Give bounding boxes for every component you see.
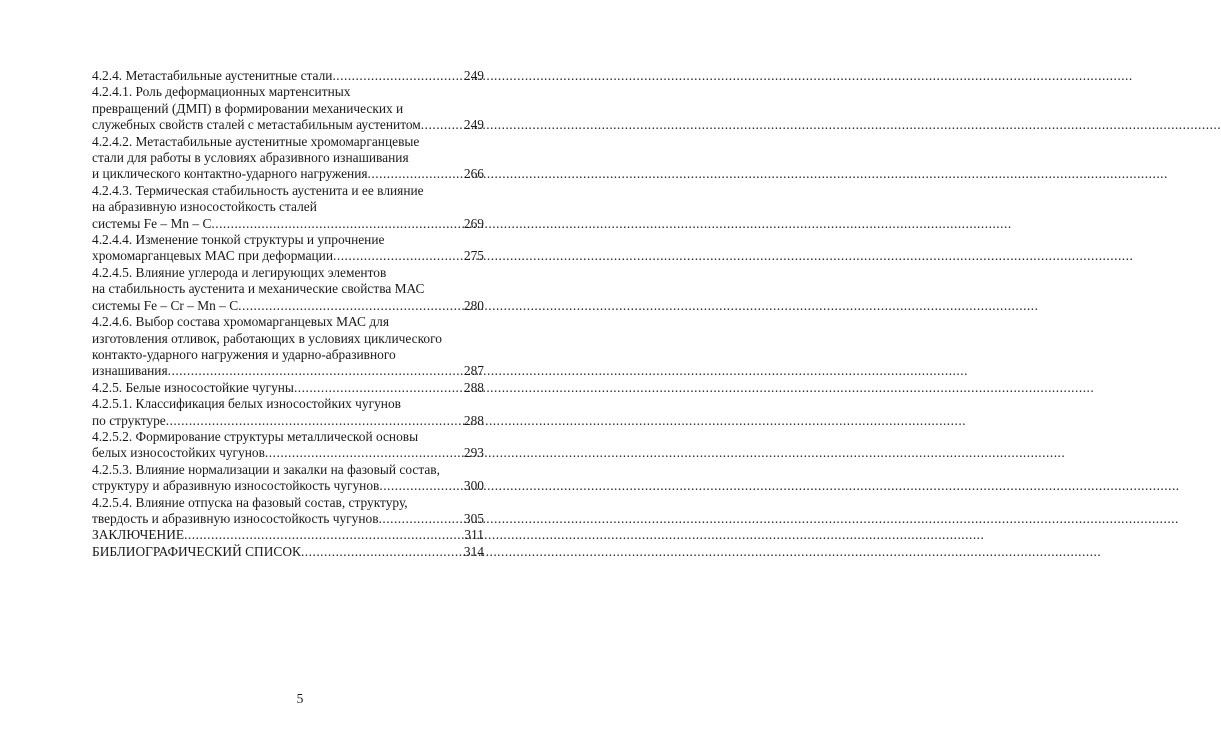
toc-entry-title: 4.2.4. Метастабильные аустенитные стали: [92, 68, 333, 83]
toc-entry-title: белых износостойких чугунов: [92, 445, 265, 461]
toc-entry-title: системы Fe – Mn – C: [92, 215, 212, 231]
toc-page-number: 280: [463, 297, 484, 313]
table-of-contents: [92, 68, 484, 560]
toc-entry-line: 4.2.5.4. Влияние отпуска на фазовый состав, структуру,: [92, 494, 408, 510]
toc-entry-row: [92, 216, 484, 232]
toc-entry: [92, 68, 484, 84]
toc-page-number: 287: [463, 363, 484, 379]
toc-entry-line: на абразивную износостойкость сталей: [92, 199, 317, 215]
toc-entry-title: хромомарганцевых МАС при деформации: [92, 248, 334, 264]
toc-entry-title: структуру и абразивную износостойкость чугунов: [92, 478, 380, 494]
toc-entry: [92, 314, 484, 380]
toc-entry-row: [92, 166, 484, 182]
toc-entry-title: системы Fe – Cr – Mn – C: [92, 297, 239, 313]
toc-dot-leader: [238, 298, 463, 314]
toc-entry: [92, 396, 484, 429]
toc-entry-line: 4.2.4.5. Влияние углерода и легирующих элементов: [92, 264, 387, 280]
toc-dot-leader: [379, 511, 463, 527]
toc-page-number: 305: [463, 510, 484, 526]
toc-entry-title: служебных свойств сталей с метастабильным аустенитом: [92, 117, 421, 133]
toc-entry-line: стали для работы в условиях абразивного изнашивания: [92, 150, 409, 166]
toc-entry-title: изнашивания: [92, 363, 168, 379]
toc-entry-line: 4.2.5.2. Формирование структуры металлической основы: [92, 428, 419, 444]
toc-entry-line: 4.2.4.1. Роль деформационных мартенситных: [92, 84, 351, 100]
toc-entry: [92, 265, 484, 314]
toc-entry-line: 4.2.4.4. Изменение тонкой структуры и упрочнение: [92, 232, 385, 248]
toc-entry: [92, 134, 484, 183]
toc-entry-title: по структуре: [92, 412, 166, 428]
toc-page-number: 249: [463, 68, 484, 83]
toc-page-number: 249: [463, 117, 484, 133]
toc-dot-leader: [294, 380, 463, 396]
toc-entry: [92, 544, 484, 560]
toc-entry-line: на стабильность аустенита и механические свойства МАС: [92, 281, 425, 297]
toc-entry-row: [92, 117, 484, 133]
toc-entry-title: твердость и абразивную износостойкость чугунов: [92, 510, 379, 526]
toc-entry: [92, 232, 484, 265]
toc-entry-title: БИБЛИОГРАФИЧЕСКИЙ СПИСОК: [92, 543, 301, 559]
toc-dot-leader: [301, 544, 463, 560]
toc-entry-line: 4.2.5.1. Классификация белых износостойких чугунов: [92, 396, 401, 412]
toc-dot-leader: [379, 478, 463, 494]
toc-dot-leader: [211, 216, 463, 232]
toc-entry-line: превращений (ДМП) в формировании механических и: [92, 100, 404, 116]
toc-page-number: 266: [463, 166, 484, 182]
toc-entry: [92, 429, 484, 462]
toc-entry-row: [92, 380, 484, 396]
toc-page-number: 275: [463, 248, 484, 264]
toc-entry: [92, 527, 484, 543]
toc-page-number: 311: [464, 527, 484, 543]
toc-dot-leader: [421, 117, 463, 133]
toc-entry: [92, 462, 484, 495]
toc-dot-leader: [265, 445, 463, 461]
toc-entry-line: 4.2.4.6. Выбор состава хромомарганцевых МАС для: [92, 314, 389, 330]
toc-entry-row: [92, 478, 484, 494]
toc-dot-leader: [166, 413, 463, 429]
toc-entry-title: и циклического контактно-ударного нагружения: [92, 166, 368, 182]
toc-dot-leader: [368, 166, 463, 182]
toc-entry-line: 4.2.5.3. Влияние нормализации и закалки на фазовый состав,: [92, 461, 440, 477]
toc-page-number: 288: [463, 379, 484, 395]
toc-page-number: 293: [463, 445, 484, 461]
toc-entry-title: 4.2.5. Белые износостойкие чугуны: [92, 379, 294, 395]
toc-entry-row: [92, 544, 484, 560]
toc-entry-title: ЗАКЛЮЧЕНИЕ: [92, 527, 185, 543]
toc-page-number: 288: [463, 412, 484, 428]
toc-dot-leader: [184, 527, 463, 543]
toc-page-number: 314: [463, 543, 484, 559]
toc-entry-row: [92, 445, 484, 461]
toc-page-number: 300: [463, 478, 484, 494]
toc-entry-row: [92, 363, 484, 379]
toc-entry-row: [92, 527, 484, 543]
toc-dot-leader: [332, 68, 462, 84]
toc-entry-row: [92, 511, 484, 527]
toc-entry: [92, 380, 484, 396]
toc-entry-line: контакто-ударного нагружения и ударно-абразивного: [92, 346, 396, 362]
toc-entry-line: изготовления отливок, работающих в условиях циклического: [92, 330, 442, 346]
toc-entry: [92, 84, 484, 133]
toc-entry-row: [92, 298, 484, 314]
toc-entry: [92, 495, 484, 528]
page-number: 5: [296, 691, 304, 706]
toc-entry-row: [92, 413, 484, 429]
toc-page-number: 269: [463, 215, 484, 231]
toc-entry-line: 4.2.4.2. Метастабильные аустенитные хромомарганцевые: [92, 133, 420, 149]
toc-entry-line: 4.2.4.3. Термическая стабильность аустенита и ее влияние: [92, 182, 424, 198]
toc-entry: [92, 183, 484, 232]
toc-entry-row: [92, 248, 484, 264]
toc-dot-leader: [333, 248, 463, 264]
toc-entry-row: [92, 68, 484, 84]
toc-dot-leader: [168, 363, 463, 379]
